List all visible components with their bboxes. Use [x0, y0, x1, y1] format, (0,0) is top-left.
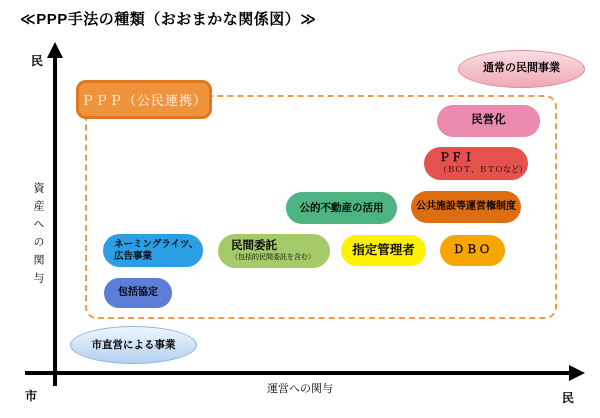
- node-label: 包括協定: [118, 287, 158, 298]
- y-axis-top-label: 民: [31, 54, 44, 68]
- node-label: ＰＦＩ: [439, 152, 475, 165]
- node-sublabel: （包括的民間委託を含む）: [231, 253, 315, 261]
- node-city-run-business: [70, 326, 197, 364]
- node-pfi: [424, 147, 528, 180]
- node-ppp: ＰＰＰ（公民連携）: [76, 80, 212, 119]
- node-label: 民営化: [471, 114, 506, 127]
- node-label: 公共施設等運営権制度: [416, 201, 516, 212]
- x-axis-arrow-icon: [569, 365, 585, 381]
- node-designated-manager: [341, 235, 426, 266]
- node-sublabel: （ＢＯＴ、ＢＴＯなど）: [439, 165, 527, 175]
- node-usual-private-business: [458, 50, 585, 88]
- node-label-line2: 広告事業: [114, 250, 153, 262]
- node-privatization: [437, 105, 540, 137]
- node-private-outsourcing: [218, 234, 330, 268]
- x-axis-line: [25, 371, 571, 375]
- node-naming-rights: [103, 234, 203, 267]
- node-label: 公的不動産の活用: [299, 201, 384, 214]
- node-label: 指定管理者: [352, 243, 415, 257]
- y-axis-arrow-icon: [47, 42, 63, 58]
- x-axis-right-label: 民: [562, 391, 575, 405]
- y-axis-title: 資産への関与: [32, 182, 44, 290]
- origin-label: 市: [25, 389, 38, 403]
- node-label: 通常の民間事業: [483, 62, 560, 75]
- node-public-real-estate: [286, 192, 397, 224]
- node-label: 市直営による事業: [91, 338, 176, 351]
- x-axis-title: 運営への関与: [267, 383, 333, 395]
- node-dbo: [440, 235, 505, 266]
- node-label: 民間委託: [231, 239, 277, 252]
- diagram-title: ≪PPP手法の種類（おおまかな関係図）≫: [20, 11, 317, 28]
- node-concession-system: [411, 191, 521, 223]
- node-label: ＤＢＯ: [453, 243, 492, 256]
- y-axis-line: [53, 55, 57, 386]
- node-label: ネーミングライツ、: [114, 239, 199, 251]
- node-comprehensive-agreement: [104, 278, 172, 308]
